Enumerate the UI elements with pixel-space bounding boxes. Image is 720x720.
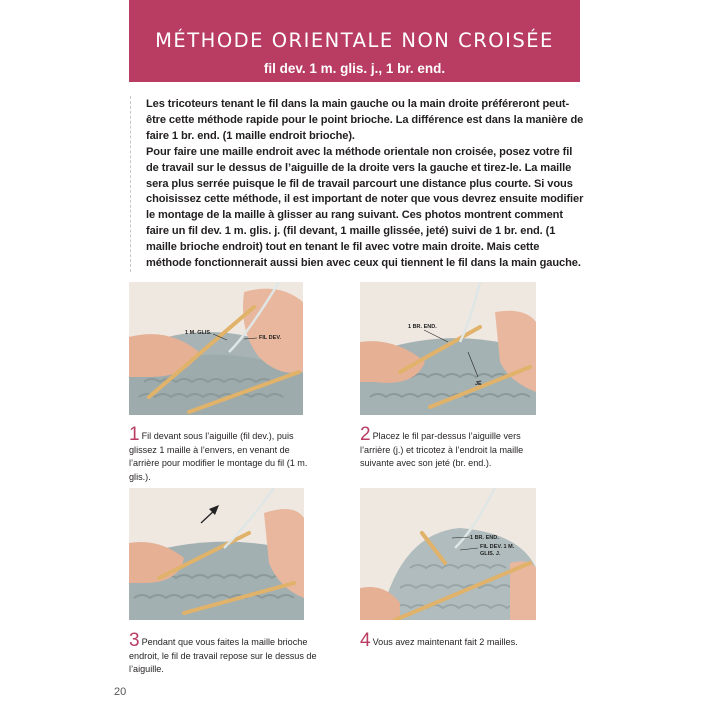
intro-text — [146, 97, 586, 272]
intro-paragraph-1: Les tricoteurs tenant le fil dans la main gauche ou la main droite préféreront peut-être cette méthode rapide pour le point brioche. La différence est dans la manière de faire 1 br. end. (1 maille endroit brioche). — [146, 98, 584, 142]
knitting-photo-4 — [360, 488, 536, 620]
step-3-caption — [129, 630, 329, 677]
step-1-text: Fil devant sous l’aiguille (fil dev.), puis glissez 1 maille à l’envers, en venant de l’arrière pour modifier le montage du fil (1 m. glis.). — [129, 431, 308, 482]
knitting-photo-3 — [129, 488, 304, 620]
knitting-photo-2 — [360, 282, 536, 415]
step-4-photo — [360, 488, 536, 620]
photo-1-label-1: 1 M. GLIS. — [185, 330, 212, 336]
photo-4-label-3: GLIS. J. — [480, 551, 501, 557]
step-2-photo — [360, 282, 536, 415]
step-1-caption — [129, 424, 319, 484]
step-4-caption — [360, 630, 550, 651]
photo-2-label-2: JÉ — [475, 381, 482, 387]
step-3-photo — [129, 488, 304, 620]
step-1-number: 1 — [129, 424, 140, 445]
photo-2-label-1: 1 BR. END. — [408, 324, 437, 330]
intro-paragraph-2: Pour faire une maille endroit avec la méthode orientale non croisée, posez votre fil de travail sur le dessus de l’aiguille de la droite vers la gauche et tirez-le. La maille sera plus serrée puisque le fil de travail parcourt une distance plus courte. Si vous choisissez cette méthode, il est important de noter que vous devrez ensuite modifier le montage de la maille à glisser au rang suivant. Ces photos montrent comment faire un fil dev. 1 m. glis. j. (fil devant, 1 maille glissée, jeté) suivi de 1 br. end. (1 maille brioche endroit) tout en tenant le fil avec votre main droite. Mais cette méthode fonctionnerait aussi bien avec ceux qui tiennent le fil dans la main gauche. — [146, 145, 584, 270]
step-2-number: 2 — [360, 424, 371, 445]
step-2-text: Placez le fil par-dessus l’aiguille vers l’arrière (j.) et tricotez à l’endroit la maille suivante avec son jeté (br. end.). — [360, 431, 524, 468]
step-2-caption — [360, 424, 550, 471]
photo-4-label-1: 1 BR. END. — [470, 535, 499, 541]
chapter-header — [129, 0, 580, 82]
margin-rule — [130, 96, 131, 272]
photo-1-label-2: FIL DEV. — [259, 335, 282, 341]
page-subtitle: fil dev. 1 m. glis. j., 1 br. end. — [263, 61, 446, 76]
step-3-number: 3 — [129, 630, 140, 651]
photo-4-label-2: FIL DEV. 1 M. — [480, 544, 515, 550]
step-4-text: Vous avez maintenant fait 2 mailles. — [372, 637, 518, 647]
page-number: 20 — [114, 686, 127, 698]
step-4-number: 4 — [360, 630, 371, 651]
page-title: MÉTHODE ORIENTALE NON CROISÉE — [155, 29, 554, 52]
step-3-text: Pendant que vous faites la maille brioche endroit, le fil de travail repose sur le dessus de l’aiguille. — [129, 637, 317, 674]
knitting-photo-1 — [129, 282, 303, 415]
step-1-photo — [129, 282, 303, 415]
